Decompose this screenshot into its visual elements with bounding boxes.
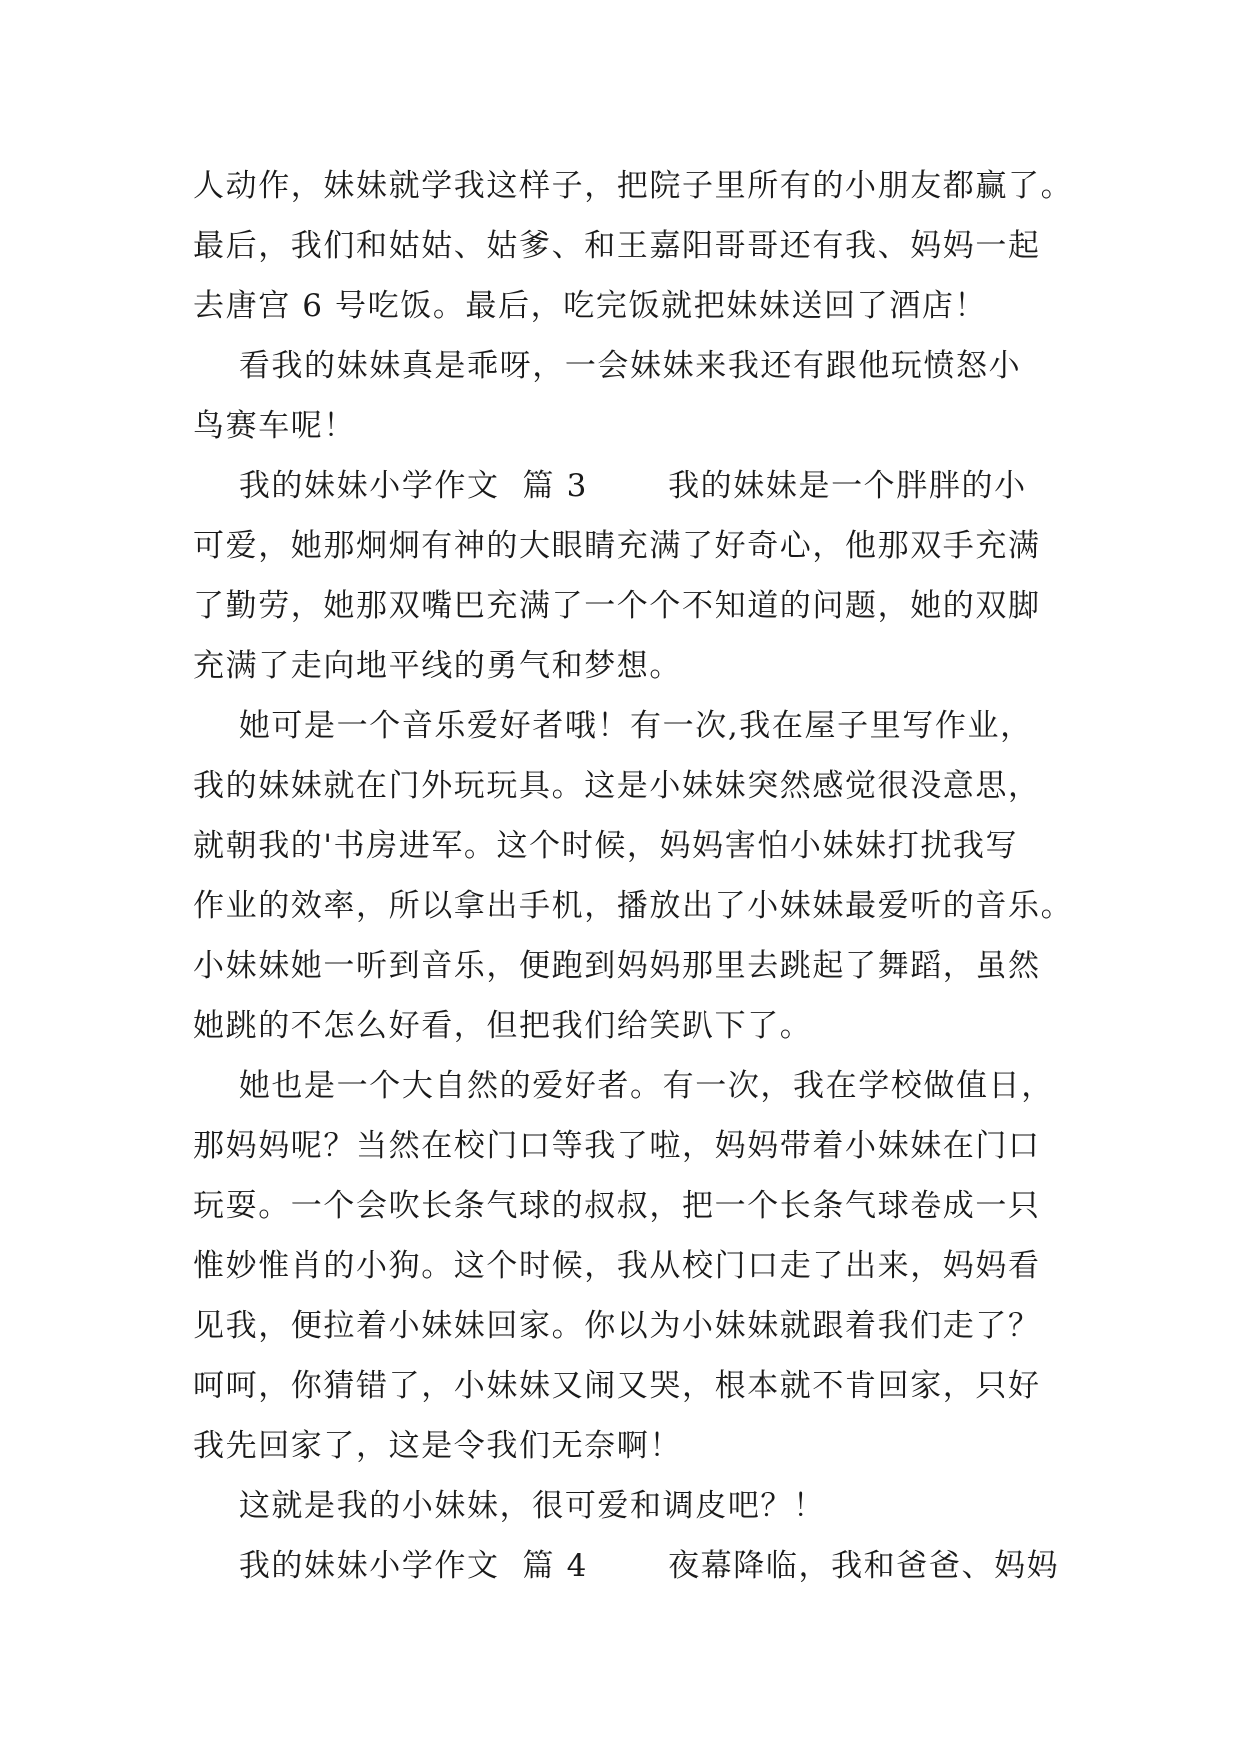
- text-line: 她跳的不怎么好看，但把我们给笑趴下了。: [193, 1008, 813, 1044]
- text-line: 鸟赛车呢！: [193, 408, 356, 444]
- text-line: 可爱，她那炯炯有神的大眼睛充满了好奇心，他那双手充满: [193, 528, 1041, 564]
- text-line: 她也是一个大自然的爱好者。有一次，我在学校做值日，: [193, 1068, 1054, 1104]
- text-line: 人动作，妹妹就学我这样子，把院子里所有的小朋友都赢了。: [193, 168, 1074, 204]
- text-line: 作业的效率，所以拿出手机，播放出了小妹妹最爱听的音乐。: [193, 888, 1074, 924]
- section-heading-line: 我的妹妹小学作文 篇 3 我的妹妹是一个胖胖的小: [193, 468, 1027, 504]
- text-line: 去唐宫 6 号吃饭。最后，吃完饭就把妹妹送回了酒店！: [193, 288, 988, 324]
- text-line: 这就是我的小妹妹，很可爱和调皮吧？！: [193, 1488, 826, 1524]
- text-line: 充满了走向地平线的勇气和梦想。: [193, 648, 682, 684]
- text-line: 我的妹妹就在门外玩玩具。这是小妹妹突然感觉很没意思，: [193, 768, 1041, 804]
- text-line: 惟妙惟肖的小狗。这个时候，我从校门口走了出来，妈妈看: [193, 1248, 1041, 1284]
- text-line: 就朝我的'书房进军。这个时候，妈妈害怕小妹妹打扰我写: [193, 828, 1019, 864]
- text-line: 了勤劳，她那双嘴巴充满了一个个不知道的问题，她的双脚: [193, 588, 1041, 624]
- text-line: 最后，我们和姑姑、姑爹、和王嘉阳哥哥还有我、妈妈一起: [193, 228, 1041, 264]
- text-line: 见我，便拉着小妹妹回家。你以为小妹妹就跟着我们走了？: [193, 1308, 1041, 1344]
- section-heading-line: 我的妹妹小学作文 篇 4 夜幕降临，我和爸爸、妈妈: [193, 1548, 1060, 1584]
- text-line: 玩耍。一个会吹长条气球的叔叔，把一个长条气球卷成一只: [193, 1188, 1041, 1224]
- text-line: 她可是一个音乐爱好者哦！有一次,我在屋子里写作业，: [193, 708, 1033, 744]
- text-line: 呵呵，你猜错了，小妹妹又闹又哭，根本就不肯回家，只好: [193, 1368, 1041, 1404]
- text-line: 我先回家了，这是令我们无奈啊！: [193, 1428, 682, 1464]
- text-line: 那妈妈呢？当然在校门口等我了啦，妈妈带着小妹妹在门口: [193, 1128, 1041, 1164]
- text-line: 看我的妹妹真是乖呀，一会妹妹来我还有跟他玩愤怒小: [193, 348, 1022, 384]
- text-line: 小妹妹她一听到音乐，便跑到妈妈那里去跳起了舞蹈，虽然: [193, 948, 1041, 984]
